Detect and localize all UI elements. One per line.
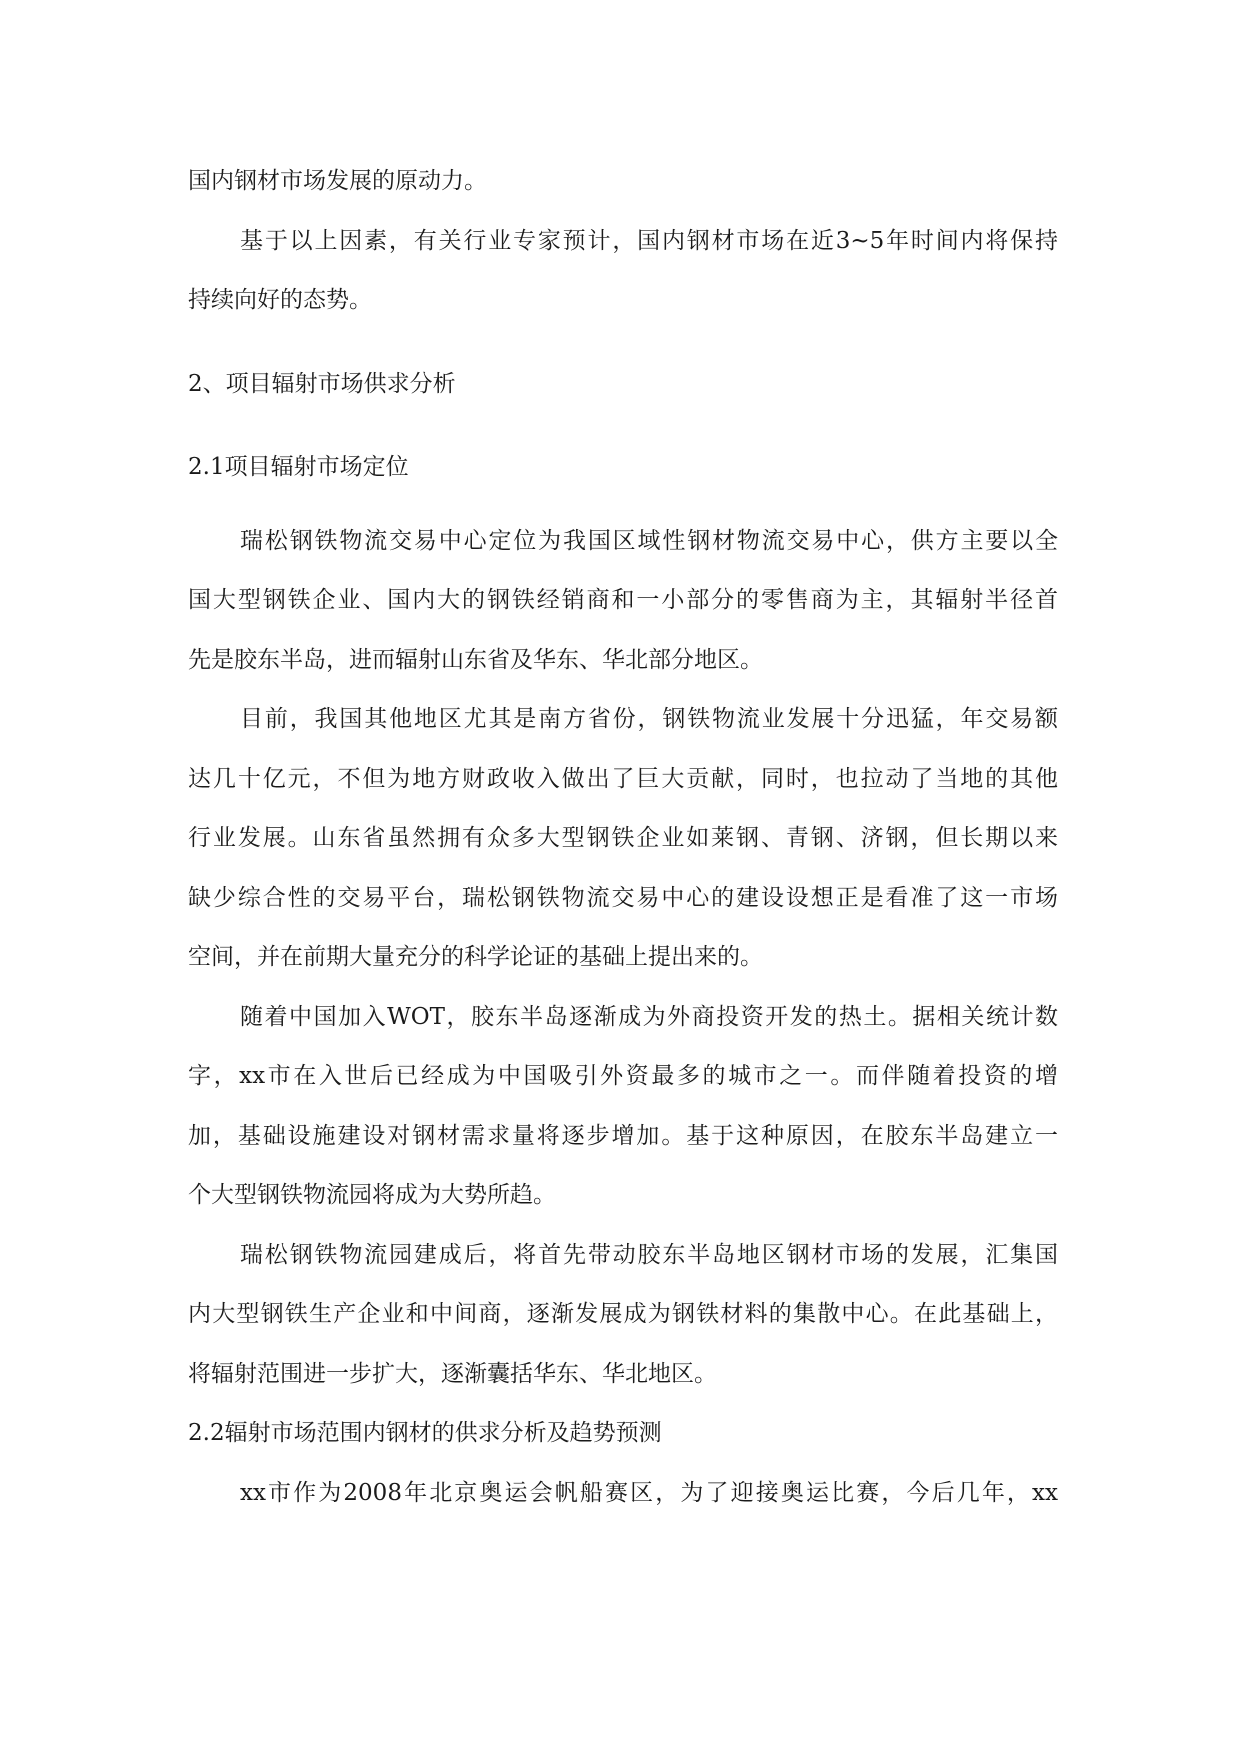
paragraph-line: xx市作为2008年北京奥运会帆船赛区，为了迎接奥运比赛，今后几年，xx <box>240 1479 1058 1506</box>
paragraph-line: 将辐射范围进一步扩大，逐渐囊括华东、华北地区。 <box>188 1360 717 1387</box>
section-heading: 2、项目辐射市场供求分析 <box>188 370 456 397</box>
paragraph-line: 内大型钢铁生产企业和中间商，逐渐发展成为钢铁材料的集散中心。在此基础上， <box>188 1301 1058 1327</box>
paragraph-line: 字，xx市在入世后已经成为中国吸引外资最多的城市之一。而伴随着投资的增 <box>188 1063 1058 1089</box>
paragraph-line: 空间，并在前期大量充分的科学论证的基础上提出来的。 <box>188 944 763 970</box>
paragraph-line: 先是胶东半岛，进而辐射山东省及华东、华北部分地区。 <box>188 646 763 673</box>
subsection-heading: 2.1项目辐射市场定位 <box>188 454 409 480</box>
paragraph-line: 国大型钢铁企业、国内大的钢铁经销商和一小部分的零售商为主，其辐射半径首 <box>188 587 1058 613</box>
paragraph-line: 基于以上因素，有关行业专家预计，国内钢材市场在近3~5年时间内将保持 <box>240 227 1058 254</box>
paragraph-line: 持续向好的态势。 <box>188 287 372 313</box>
paragraph-line: 国内钢材市场发展的原动力。 <box>188 168 487 194</box>
paragraph-line: 随着中国加入WOT，胶东半岛逐渐成为外商投资开发的热土。据相关统计数 <box>240 1003 1058 1030</box>
paragraph-line: 缺少综合性的交易平台，瑞松钢铁物流交易中心的建设设想正是看准了这一市场 <box>188 884 1058 911</box>
paragraph-line: 加，基础设施建设对钢材需求量将逐步增加。基于这种原因，在胶东半岛建立一 <box>188 1122 1058 1149</box>
paragraph-line: 行业发展。山东省虽然拥有众多大型钢铁企业如莱钢、青钢、济钢，但长期以来 <box>188 825 1058 851</box>
paragraph-line: 瑞松钢铁物流园建成后，将首先带动胶东半岛地区钢材市场的发展，汇集国 <box>240 1241 1058 1268</box>
paragraph-line: 个大型钢铁物流园将成为大势所趋。 <box>188 1182 556 1208</box>
paragraph-line: 达几十亿元，不但为地方财政收入做出了巨大贡献，同时，也拉动了当地的其他 <box>188 765 1058 792</box>
paragraph-line: 目前，我国其他地区尤其是南方省份，钢铁物流业发展十分迅猛，年交易额 <box>240 706 1058 732</box>
subsection-heading: 2.2辐射市场范围内钢材的供求分析及趋势预测 <box>188 1420 662 1446</box>
paragraph-line: 瑞松钢铁物流交易中心定位为我国区域性钢材物流交易中心，供方主要以全 <box>240 527 1058 554</box>
document-body <box>188 152 1058 1523</box>
